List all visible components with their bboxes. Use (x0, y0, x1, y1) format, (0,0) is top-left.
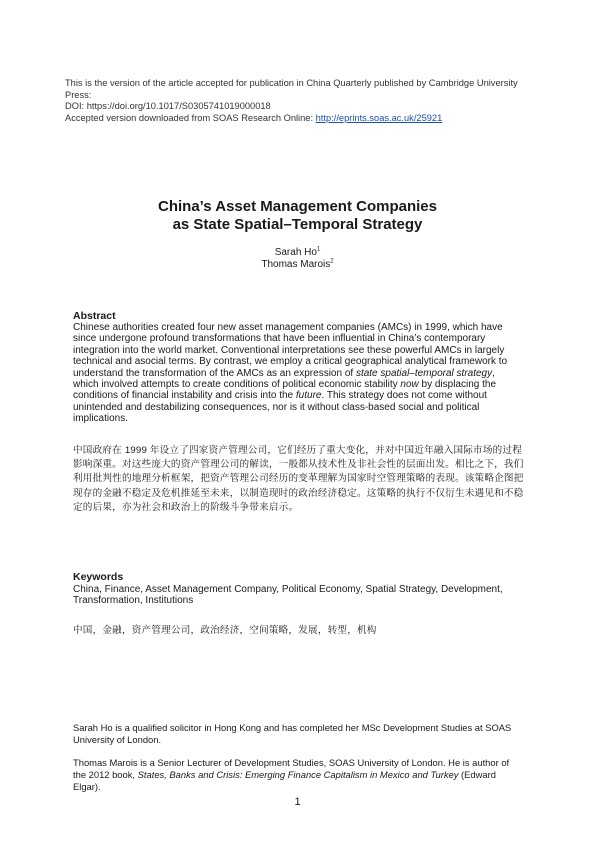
abstract-chinese: 中国政府在 1999 年设立了四家资产管理公司，它们经历了重大变化，并对中国近年融入国际市场的过程影响深重。对这些庞大的资产管理公司的解读，一般都从技术性及非社会性的层面出发。相比之下，我们利用批判性的地理分析框架，把资产管理公司经历的变革理解为国家时空管理策略的表现。该策略企图把现存的金融不稳定及危机推延至未来，以制造现时的政治经济稳定。这策略的执行不仅衍生未遇见和不稳定的后果，亦为社会和政治上的阶级斗争带来启示。 (73, 445, 524, 513)
author-note-marois (73, 757, 523, 792)
preamble-line: This is the version of the article accepted for publication in China Quarterly published by Cambridge University Press: (65, 78, 518, 100)
abstract-emphasis: now (400, 379, 419, 391)
abstract-text: by displacing the conditions of financial instability and crisis into the (73, 379, 497, 402)
abstract-emphasis: future (295, 390, 322, 402)
book-title: States, Banks and Crisis: Emerging Finance Capitalism in Mexico and Turkey (137, 768, 459, 780)
author-name: Thomas Marois (261, 259, 331, 270)
note-text: (Edward Elgar). (73, 768, 496, 792)
abstract-text: Chinese authorities created four new asset management companies (AMCs) in 1999, which have since undergone profound transformations that have been influential in China’s contemporary integration into the world market. Conventional interpretations see these powerful AMCs in largely technical and asocial terms. By contrast, we employ a critical geographical analytical framework to understand the transformation of the AMCs as an expression of (73, 322, 508, 379)
author-list (0, 247, 595, 271)
author-name: Sarah Ho (274, 247, 317, 258)
author-footnote-mark: 1 (316, 246, 321, 253)
preamble-accepted (65, 113, 525, 125)
author-footnote-mark: 2 (330, 258, 334, 265)
title-line-2: as State Spatial–Temporal Strategy (172, 216, 423, 233)
page-number: 1 (294, 796, 301, 808)
author-note-ho: Sarah Ho is a qualified solicitor in Hong Kong and has completed her MSc Development Studies at SOAS University of London. (73, 722, 512, 745)
abstract-text: , which involved attempts to create conditions of political economic stability (73, 367, 495, 391)
accepted-prefix: Accepted version downloaded from SOAS Research Online: (65, 112, 316, 123)
title-line-1: China’s Asset Management Companies (158, 198, 437, 215)
keywords-english: China, Finance, Asset Management Company, Political Economy, Spatial Strategy, Development, Transformation, Institutions (73, 584, 503, 607)
note-text: Thomas Marois is a Senior Lecturer of Development Studies, SOAS University of London. He is author of the 2012 book, (73, 757, 510, 780)
keywords-heading: Keywords (73, 571, 124, 583)
eprints-link[interactable]: http://eprints.soas.ac.uk/25921 (315, 112, 443, 123)
preamble-doi: DOI: https://doi.org/10.1017/S0305741019000018 (65, 101, 271, 111)
abstract-emphasis: state spatial–temporal strategy (355, 367, 493, 379)
abstract-english (73, 322, 521, 425)
author-1 (0, 247, 595, 259)
abstract-text: . This strategy does not come without unintended and destabilizing consequences, nor is it without class-based social and political implications. (73, 390, 487, 425)
publication-preamble (65, 78, 525, 124)
article-title (0, 198, 595, 234)
keywords-chinese: 中国，金融，资产管理公司，政治经济，空间策略，发展，转型，机构 (73, 625, 377, 636)
abstract-heading: Abstract (73, 310, 116, 322)
author-2 (0, 259, 595, 271)
